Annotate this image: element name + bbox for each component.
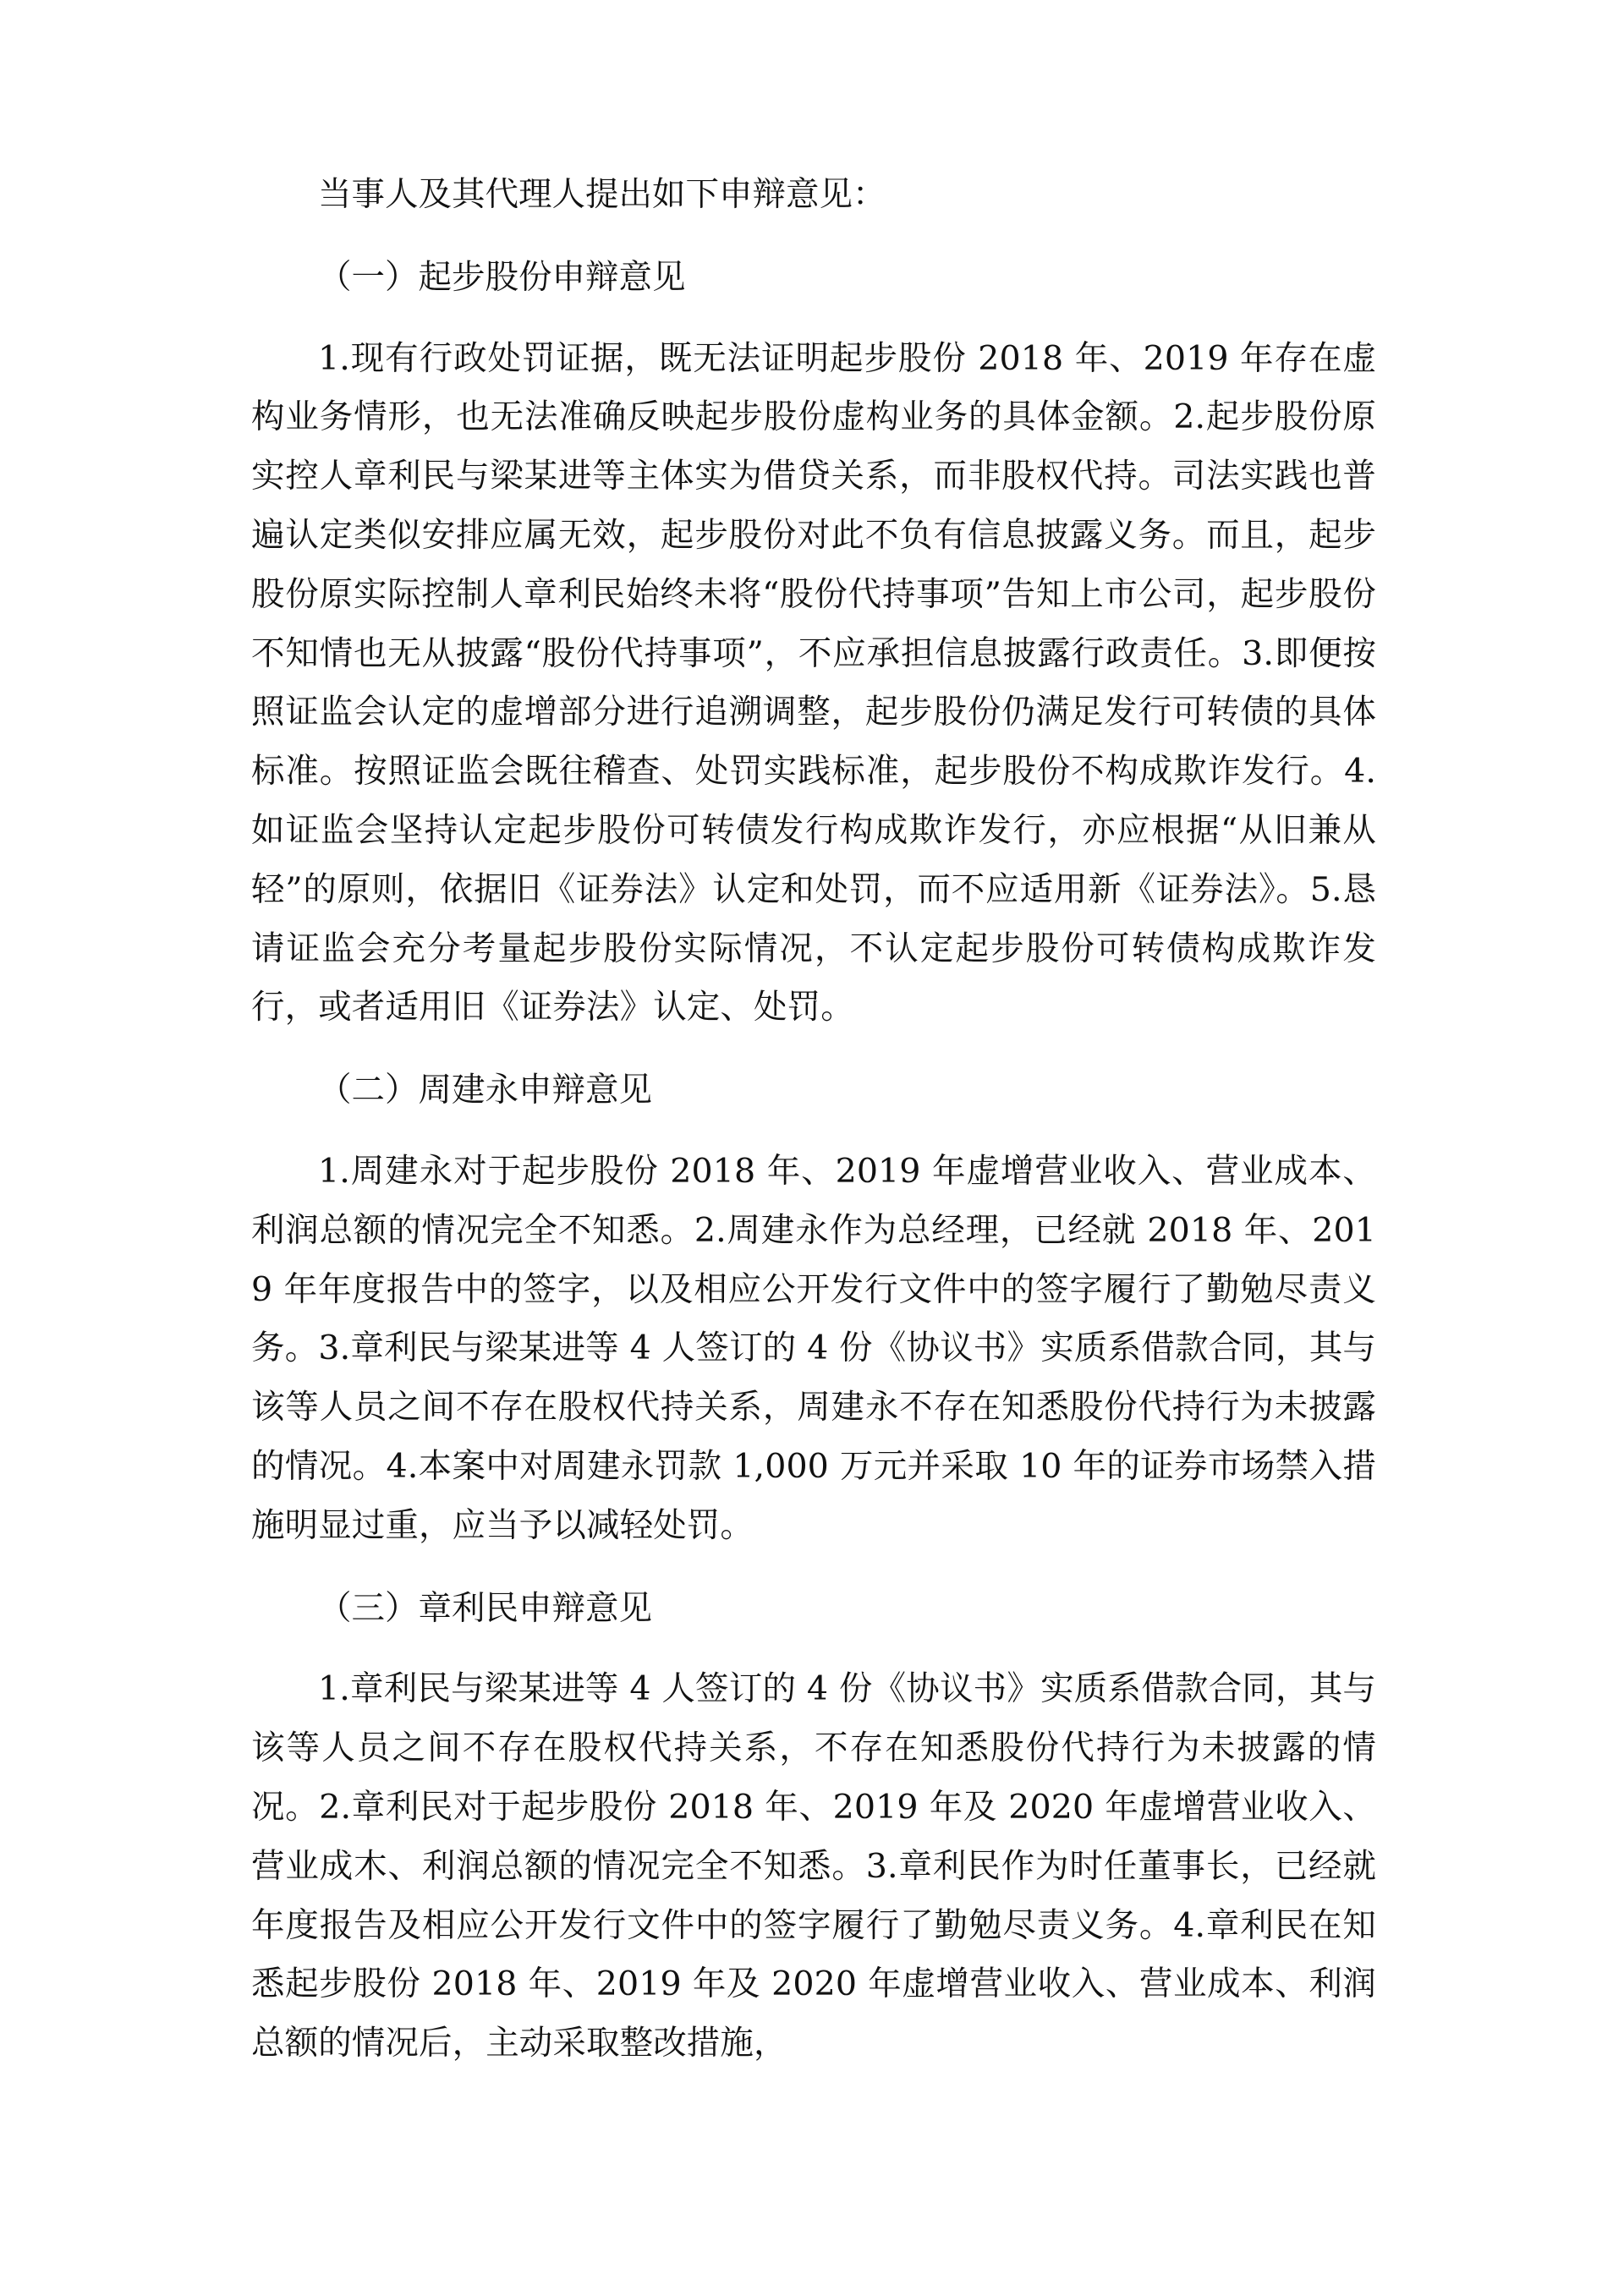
section-body-1: 1.现有行政处罚证据，既无法证明起步股份 2018 年、2019 年存在虚构业务情形，也无法准确反映起步股份虚构业务的具体金额。2.起步股份原实控人章利民与梁某进等主体实为借贷关系，而非股权代持。司法实践也普遍认定类似安排应属无效，起步股份对此不负有信息披露义务。而且，起步股份原实际控制人章利民始终未将“股份代持事项”告知上市公司，起步股份不知情也无从披露“股份代持事项”，不应承担信息披露行政责任。3.即便按照证监会认定的虚增部分进行追溯调整，起步股份仍满足发行可转债的具体标准。按照证监会既往稽查、处罚实践标准，起步股份不构成欺诈发行。4.如证监会坚持认定起步股份可转债发行构成欺诈发行，亦应根据“从旧兼从轻”的原则，依据旧《证券法》认定和处罚，而不应适用新《证券法》。5.恳请证监会充分考量起步股份实际情况，不认定起步股份可转债构成欺诈发行，或者适用旧《证券法》认定、处罚。 bbox=[251, 338, 1376, 1027]
section-heading-3: （三）章利民申辩意见 bbox=[318, 1588, 652, 1628]
spacer bbox=[251, 308, 1376, 330]
lead-paragraph: 当事人及其代理人提出如下申辩意见： bbox=[318, 175, 886, 214]
section-body-2: 1.周建永对于起步股份 2018 年、2019 年虚增营业收入、营业成本、利润总额的情况完全不知悉。2.周建永作为总经理，已经就 2018 年、2019 年年度报告中的签字，以及相应公开发行文件中的签字履行了勤勉尽责义务。3.章利民与梁某进等 4 人签订的 4 份《协议书》实质系借款合同，其与该等人员之间不存在股权代持关系，周建永不存在知悉股份代持行为未披露的情况。4.本案中对周建永罚款 1,000 万元并采取 10 年的证券市场禁入措施明显过重，应当予以减轻处罚。 bbox=[251, 1151, 1376, 1545]
section-heading-2: （二）周建永申辩意见 bbox=[318, 1071, 652, 1110]
spacer bbox=[251, 1121, 1376, 1143]
section-heading-1: （一）起步股份申辩意见 bbox=[318, 257, 686, 297]
spacer bbox=[251, 1038, 1376, 1061]
spacer bbox=[251, 1556, 1376, 1580]
section-body-3: 1.章利民与梁某进等 4 人签订的 4 份《协议书》实质系借款合同，其与该等人员之间不存在股权代持关系，不存在知悉股份代持行为未披露的情况。2.章利民对于起步股份 2018 年、2019 年及 2020 年虚增营业收入、营业成木、利润总额的情况完全不知悉。3.章利民作为时任董事长，已经就年度报告及相应公开发行文件中的签字履行了勤勉尽责义务。4.章利民在知悉起步股份 2018 年、2019 年及 2020 年虚增营业收入、营业成本、利润总额的情况后，主动采取整改措施， bbox=[251, 1669, 1376, 2063]
spacer bbox=[251, 1638, 1376, 1660]
document-content bbox=[251, 166, 1376, 2074]
spacer bbox=[251, 225, 1376, 249]
